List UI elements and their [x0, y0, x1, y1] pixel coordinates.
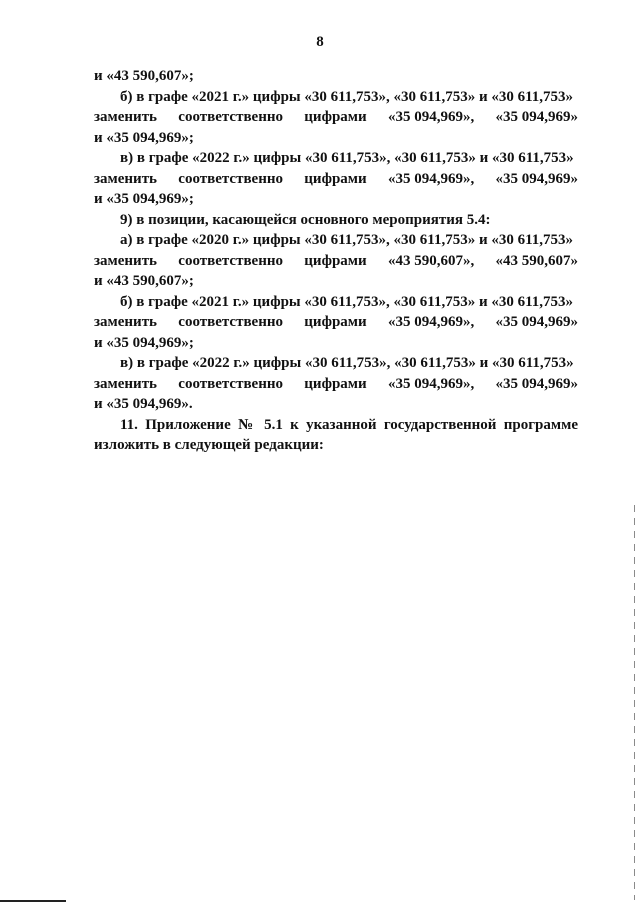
text-line: 9) в позиции, касающейся основного мероприятия 5.4:: [120, 211, 491, 228]
word: «35 094,969»,: [387, 170, 475, 187]
word: «35 094,969»,: [387, 314, 475, 330]
final-paragraph: 11. Приложение № 5.1 к указанной государственной программе изложить в следующей редакции:: [94, 416, 578, 453]
justified-line: [94, 374, 578, 395]
text-line: а) в графе «2020 г.» цифры «30 611,753», «30 611,753» и «30 611,753»: [120, 232, 574, 248]
word: «43 590,607»: [495, 252, 578, 269]
text-line: в) в графе «2022 г.» цифры «30 611,753», «30 611,753» и «30 611,753»: [120, 355, 574, 371]
word: цифрами: [304, 170, 367, 187]
word: цифрами: [304, 375, 367, 392]
scan-edge-right: [634, 505, 635, 900]
word: цифрами: [304, 314, 367, 330]
text-line: в) в графе «2022 г.» цифры «30 611,753», «30 611,753» и «30 611,753»: [120, 150, 574, 166]
word: «35 094,969»: [495, 109, 578, 125]
word: «35 094,969»: [495, 375, 578, 392]
word: заменить: [94, 252, 157, 269]
word: заменить: [94, 109, 157, 125]
word: «43 590,607»,: [387, 252, 475, 269]
justified-line: [94, 107, 578, 128]
scan-edge-bottom: [0, 900, 66, 902]
justified-line: [94, 312, 578, 333]
word: соответственно: [178, 170, 283, 187]
word: заменить: [94, 314, 157, 330]
word: цифрами: [304, 252, 367, 269]
word: «35 094,969»: [495, 170, 578, 187]
word: цифрами: [304, 109, 367, 125]
text-line: и «35 094,969»;: [94, 191, 194, 207]
word: «35 094,969»: [495, 314, 578, 330]
text-line: и «43 590,607»;: [94, 68, 194, 84]
word: «35 094,969»,: [387, 109, 475, 125]
word: заменить: [94, 170, 157, 187]
word: соответственно: [178, 109, 283, 125]
word: «35 094,969»,: [387, 375, 475, 392]
page-number: 8: [316, 34, 324, 50]
text-line: и «35 094,969»;: [94, 334, 194, 351]
text-line: б) в графе «2021 г.» цифры «30 611,753», «30 611,753» и «30 611,753»: [120, 293, 574, 310]
text-line: и «43 590,607»;: [94, 273, 194, 289]
word: соответственно: [178, 375, 283, 392]
text-line: и «35 094,969»;: [94, 129, 194, 146]
justified-line: [94, 251, 578, 272]
text-line: и «35 094,969».: [94, 396, 193, 412]
word: соответственно: [178, 314, 283, 330]
justified-line: [94, 169, 578, 190]
word: соответственно: [178, 252, 283, 269]
document-body: [94, 66, 578, 456]
text-line: б) в графе «2021 г.» цифры «30 611,753», «30 611,753» и «30 611,753»: [120, 88, 574, 105]
word: заменить: [94, 375, 157, 392]
